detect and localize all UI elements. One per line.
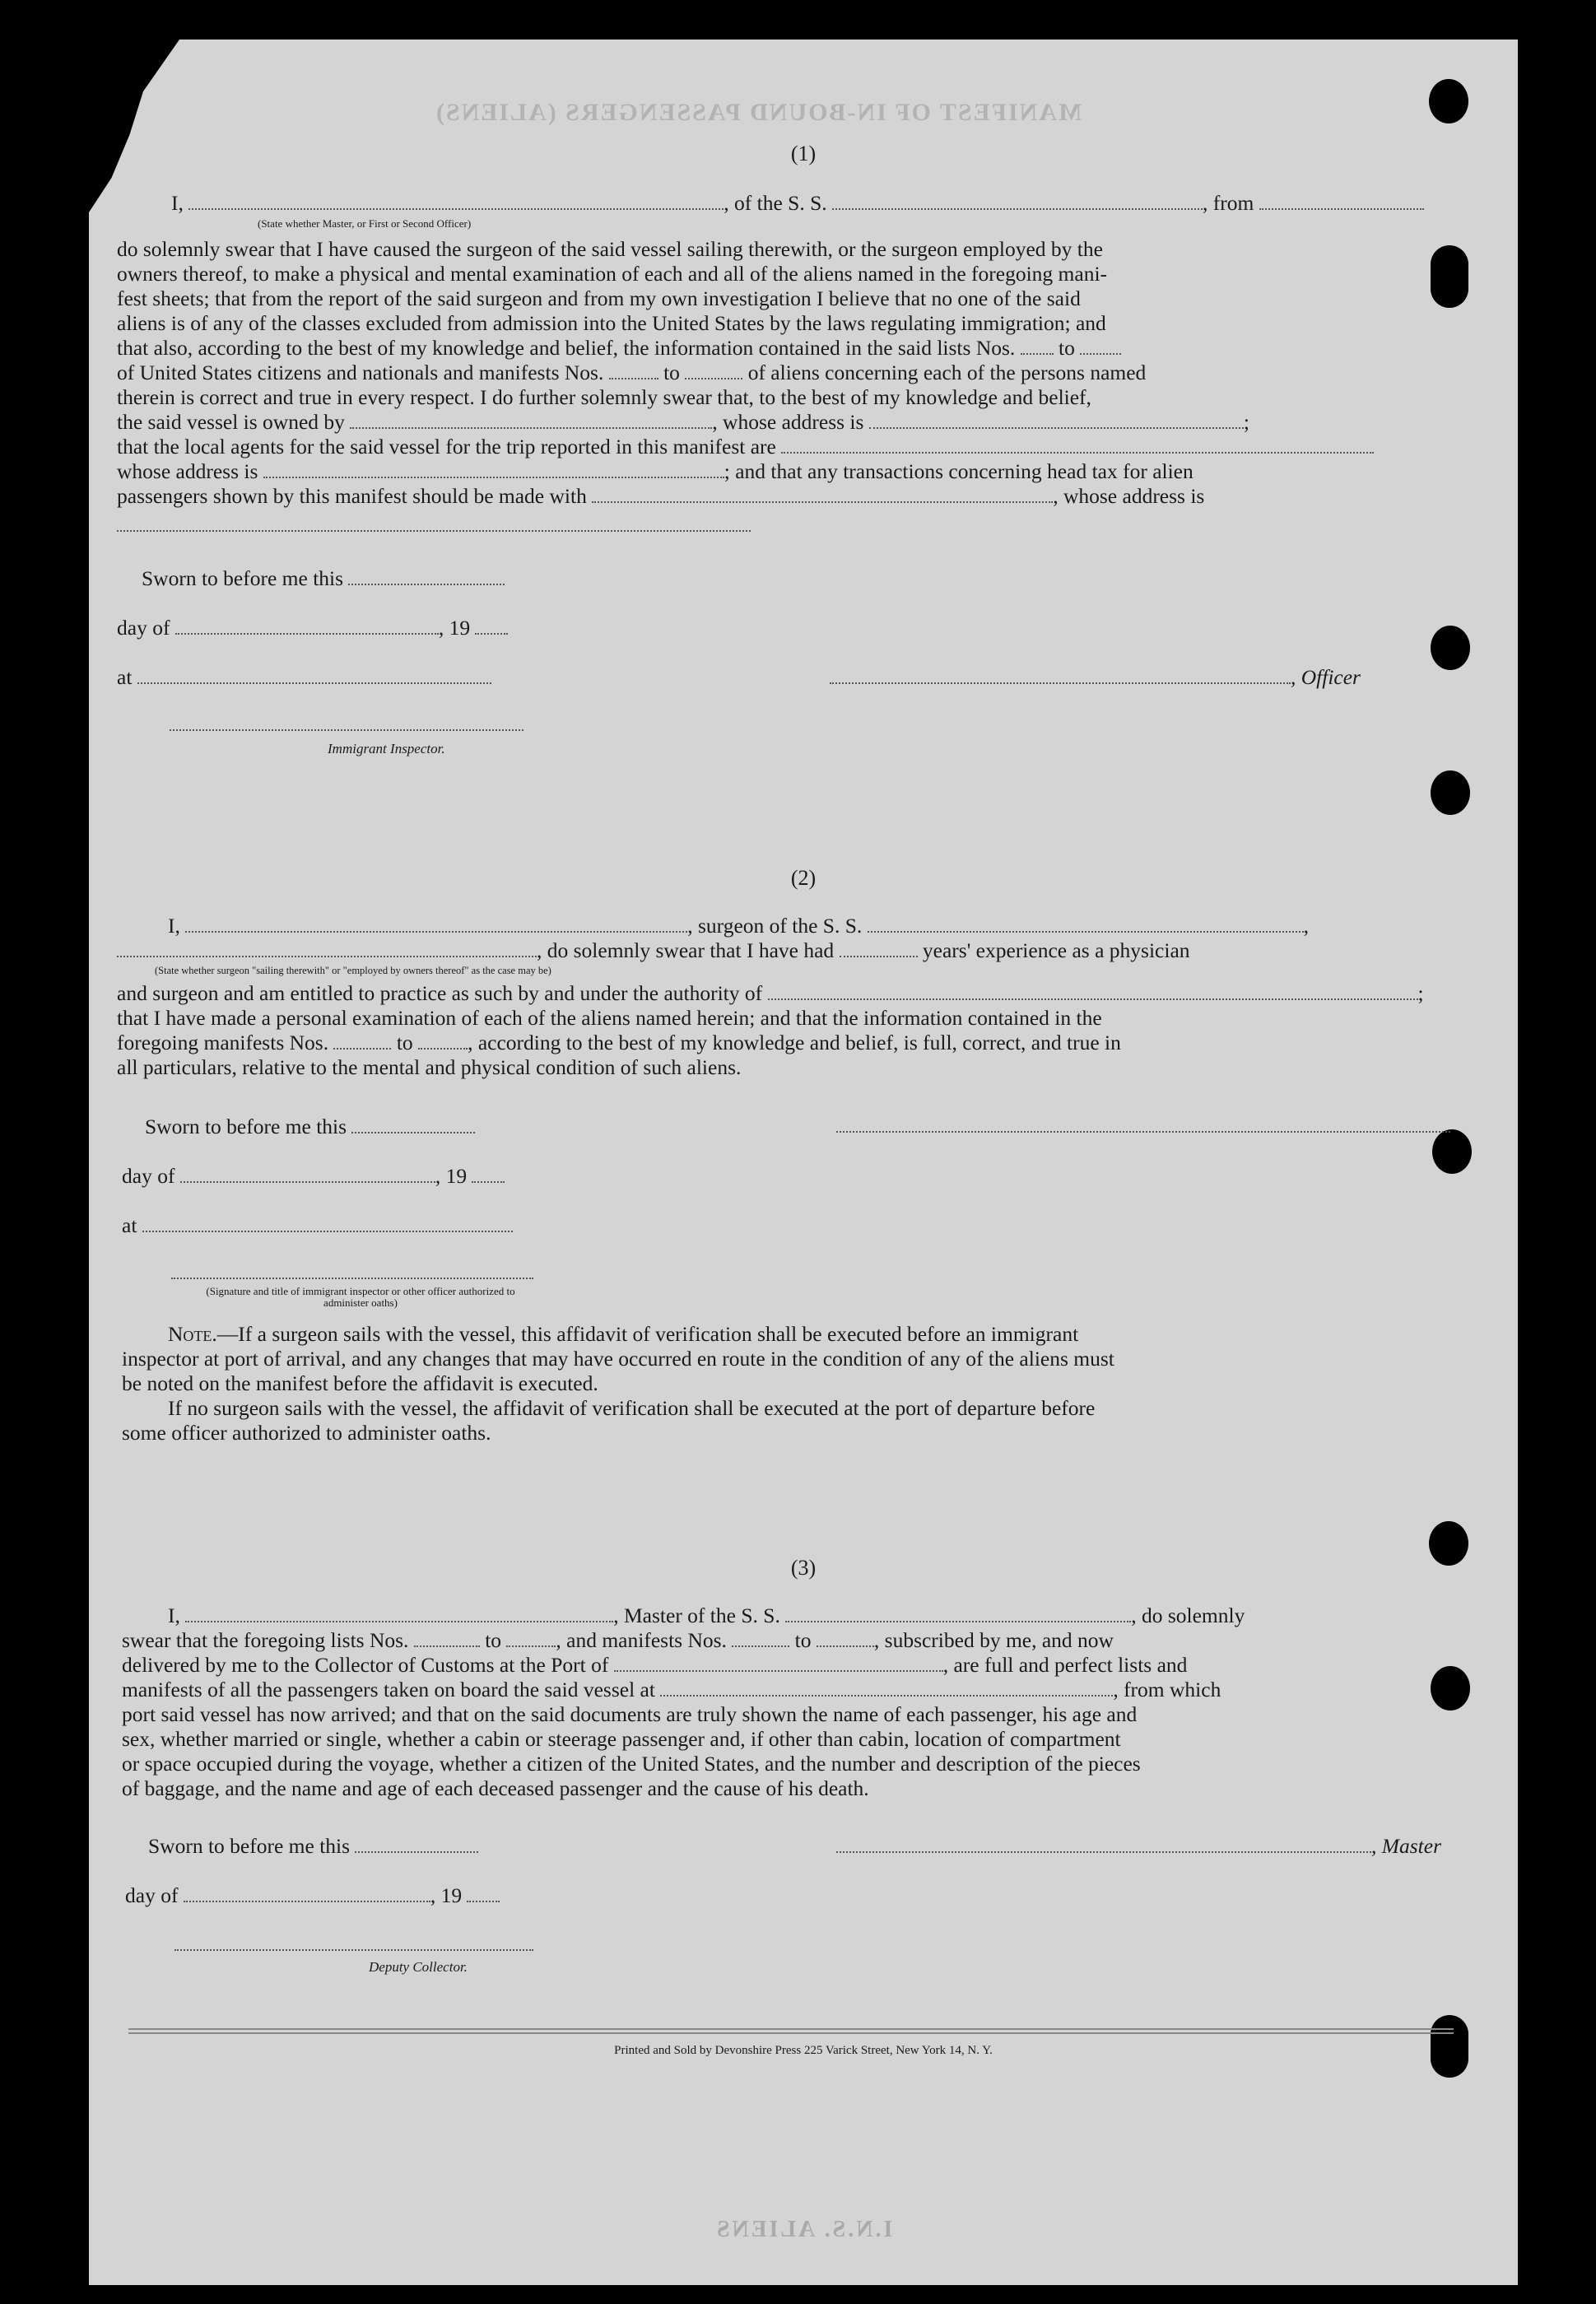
manifest-page — [89, 40, 1518, 2285]
s1-sworn: Sworn to before me this — [142, 566, 505, 591]
list-nos-to-field — [1080, 338, 1121, 355]
s3-master-line: , Master — [836, 1834, 1441, 1859]
s1-body-0: do solemnly swear that I have caused the surgeon of the said vessel sailing therewith, or the surgeon employed by the — [117, 237, 1103, 261]
s2-sig-caption: (Signature and title of immigrant inspector or other officer authorized to administer oaths) — [206, 1285, 515, 1309]
s3-manifests-to-field — [817, 1631, 874, 1647]
vessel-name-field — [832, 193, 1203, 210]
s3-collector-caption: Deputy Collector. — [369, 1959, 468, 1975]
s3-line-4: manifests of all the passengers taken on board the said vessel at , from which — [122, 1678, 1221, 1701]
s3-line-3: delivered by me to the Collector of Customs at the Port of , are full and perfect lists and — [122, 1653, 1188, 1677]
s1-day-field — [175, 618, 439, 635]
binder-hole — [1432, 1129, 1472, 1174]
s2-body-2: foregoing manifests Nos. to , according to the best of my knowledge and belief, is full, correct, and true in — [117, 1031, 1121, 1054]
s3-line-2: swear that the foregoing lists Nos. to , and manifests Nos. to , subscribed by me, and now — [122, 1628, 1114, 1652]
s1-body-9: whose address is ; and that any transactions concerning head tax for alien — [117, 459, 1194, 483]
manifest-nos-from-field — [609, 363, 658, 379]
s3-master-signature-field — [836, 1836, 1371, 1853]
s3-day-field — [184, 1886, 430, 1902]
footer-rule — [128, 2028, 1454, 2030]
s2-day: day of , 19 — [122, 1164, 505, 1189]
s3-body-0: port said vessel has now arrived; and that on the said documents are truly shown the name of each passenger, his age and — [122, 1702, 1138, 1726]
s1-body-4: that also, according to the best of my knowledge and belief, the information contained in the said lists Nos. to — [117, 336, 1121, 361]
s1-inspector-caption: Immigrant Inspector. — [328, 741, 445, 756]
s1-body-3: aliens is of any of the classes excluded from admission into the United States by the laws regulating immigration; and — [117, 311, 1106, 335]
section-3-number: (3) — [790, 1556, 817, 1580]
s2-note-1: inspector at port of arrival, and any changes that may have occurred en route in the condition of any of the aliens must — [122, 1347, 1114, 1371]
binder-hole — [1431, 1666, 1470, 1711]
s2-line-1: I, , surgeon of the S. S. , — [168, 914, 1310, 938]
s3-body-1: sex, whether married or single, whether a cabin or steerage passenger and, if other than cabin, location of compartment — [122, 1727, 1121, 1751]
binder-hole — [1431, 770, 1470, 815]
s1-body-7: the said vessel is owned by , whose address is ; — [117, 410, 1249, 434]
s3-day: day of , 19 — [125, 1883, 500, 1908]
s2-at: at — [122, 1213, 513, 1238]
torn-corner — [89, 40, 179, 212]
printer-imprint: Printed and Sold by Devonshire Press 225 Varick Street, New York 14, N. Y. — [614, 2044, 993, 2057]
embark-port-field — [660, 1680, 1113, 1697]
s2-day-field — [180, 1166, 435, 1183]
s2-at-field — [142, 1216, 513, 1232]
s3-master-name-field — [185, 1606, 613, 1622]
s2-year-field — [472, 1166, 505, 1183]
s3-lists-from-field — [414, 1631, 480, 1647]
local-agents-field — [781, 437, 1374, 454]
officer-signature-field — [830, 668, 1291, 684]
s1-at-field — [137, 668, 491, 684]
s3-sworn-field — [355, 1836, 478, 1853]
agent-address-field — [263, 462, 724, 478]
s3-body-2: or space occupied during the voyage, whether a citizen of the United States, and the number and description of the pieces — [122, 1752, 1141, 1776]
s1-at: at — [117, 665, 491, 690]
s1-master-line: I, , of the S. S. , from — [171, 191, 1424, 216]
head-tax-party-field — [592, 486, 1053, 503]
s2-note-3: If no surgeon sails with the vessel, the affidavit of verification shall be executed at the port of departure before — [168, 1396, 1096, 1420]
s1-body-6: therein is correct and true in every respect. I do further solemnly swear that, to the best of my knowledge and belief, — [117, 385, 1091, 409]
s2-note-4: some officer authorized to administer oaths. — [122, 1421, 491, 1445]
manifest-nos-to-field — [685, 363, 742, 379]
s3-vessel-field — [785, 1606, 1131, 1622]
inspector-signature-line — [170, 729, 523, 731]
s1-year-field — [475, 618, 508, 635]
s3-body-3: of baggage, and the name and age of each deceased passenger and the cause of his death. — [122, 1776, 869, 1800]
s2-vessel-field — [868, 916, 1304, 933]
s2-note-2: be noted on the manifest before the affidavit is executed. — [122, 1371, 598, 1395]
bleed-through-bottom: I.N.S. ALIENS — [714, 2217, 893, 2242]
surgeon-status-field — [117, 941, 537, 957]
s1-body-1: owners thereof, to make a physical and mental examination of each and all of the aliens named in the foregoing mani- — [117, 262, 1108, 286]
bleed-through-header: MANIFEST OF IN-BOUND PASSENGERS (ALIENS) — [435, 99, 1082, 126]
s2-body-3: all particulars, relative to the mental and physical condition of such aliens. — [117, 1055, 742, 1079]
s1-body-5: of United States citizens and nationals and manifests Nos. to of aliens concerning each of the persons named — [117, 361, 1147, 384]
s1-body-10: passengers shown by this manifest should be made with , whose address is — [117, 484, 1205, 508]
section-2-number: (2) — [790, 866, 817, 890]
section-1-number: (1) — [790, 142, 817, 165]
s3-lists-to-field — [506, 1631, 556, 1647]
binder-hole — [1431, 626, 1470, 670]
port-field — [614, 1655, 943, 1672]
master-name-field — [188, 193, 724, 210]
years-experience-field — [840, 941, 918, 957]
s1-body-2: fest sheets; that from the report of the said surgeon and from my own investigation I believe that no one of the said — [117, 286, 1081, 310]
s1-master-caption: (State whether Master, or First or Second Officer) — [258, 217, 472, 230]
s1-address-continuation — [117, 530, 751, 532]
s2-sworn-field — [351, 1117, 475, 1133]
s2-sworn: Sworn to before me this — [145, 1115, 475, 1139]
s2-inspector-signature-line — [171, 1278, 533, 1279]
footer-rule — [128, 2032, 1454, 2034]
s2-line-2: , do solemnly swear that I have had years' experience as a physician — [117, 938, 1190, 963]
s2-manifest-to-field — [418, 1033, 468, 1050]
s3-line-1: I, , Master of the S. S. , do solemnly — [168, 1603, 1245, 1627]
s1-day: day of , 19 — [117, 616, 508, 640]
owner-address-field — [869, 412, 1244, 429]
list-nos-from-field — [1021, 338, 1054, 355]
surgeon-signature-line — [836, 1131, 1450, 1133]
s3-manifests-from-field — [732, 1631, 789, 1647]
s2-caption: (State whether surgeon "sailing therewith" or "employed by owners thereof" as the case may be) — [155, 965, 551, 976]
s3-year-field — [467, 1886, 500, 1902]
from-port-field — [1259, 193, 1424, 210]
collector-signature-line — [174, 1949, 533, 1951]
s2-note-0: Note.—If a surgeon sails with the vessel, this affidavit of verification shall be executed before an immigrant — [168, 1322, 1079, 1346]
surgeon-name-field — [185, 916, 687, 933]
owner-field — [350, 412, 712, 429]
binder-hole — [1429, 79, 1468, 123]
s1-officer-line: , Officer — [830, 665, 1361, 690]
s2-body-1: that I have made a personal examination of each of the aliens named herein; and that the information contained in the — [117, 1006, 1102, 1030]
s1-body-8: that the local agents for the said vessel for the trip reported in this manifest are — [117, 435, 1374, 459]
s3-sworn: Sworn to before me this — [148, 1834, 478, 1859]
authority-field — [768, 984, 1418, 1000]
s2-body-0: and surgeon and am entitled to practice as such by and under the authority of ; — [117, 981, 1424, 1005]
s2-manifest-from-field — [333, 1033, 391, 1050]
binder-hole — [1431, 245, 1468, 308]
s1-sworn-field — [348, 569, 505, 585]
